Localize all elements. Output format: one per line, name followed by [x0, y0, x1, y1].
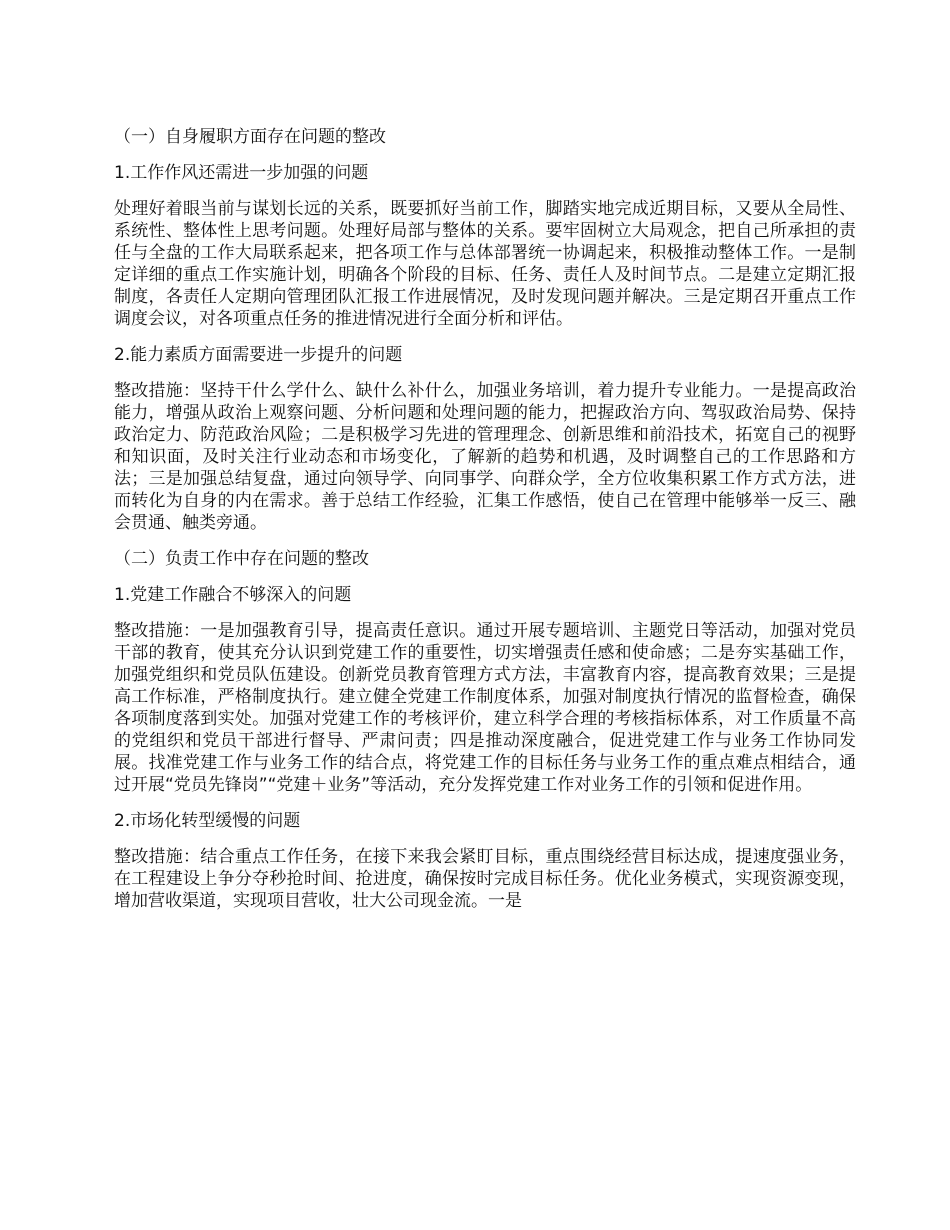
paragraph-work-style: 处理好着眼当前与谋划长远的关系，既要抓好当前工作，脚踏实地完成近期目标，又要从全局性、系统性、整体性上思考问题。处理好局部与整体的关系。要牢固树立大局观念，把自己所承担的责任与全盘的工作大局联系起来，把各项工作与总体部署统一协调起来，积极推动整体工作。一是制定详细的重点工作实施计划，明确各个阶段的目标、任务、责任人及时间节点。二是建立定期汇报制度，各责任人定期向管理团队汇报工作进展情况，及时发现问题并解决。三是定期召开重点工作调度会议，对各项重点任务的推进情况进行全面分析和评估。 [114, 199, 856, 329]
document-page [114, 126, 856, 926]
section-heading-self-duty: （一）自身履职方面存在问题的整改 [114, 127, 386, 147]
paragraph-party-building: 整改措施：一是加强教育引导，提高责任意识。通过开展专题培训、主题党日等活动，加强对党员干部的教育，使其充分认识到党建工作的重要性，切实增强责任感和使命感；二是夯实基础工作，加强党组织和党员队伍建设。创新党员教育管理方式方法，丰富教育内容，提高教育效果；三是提高工作标准，严格制度执行。建立健全党建工作制度体系，加强对制度执行情况的监督检查，确保各项制度落到实处。加强对党建工作的考核评价，建立科学合理的考核指标体系，对工作质量不高的党组织和党员干部进行督导、严肃问责；四是推动深度融合，促进党建工作与业务工作协同发展。找准党建工作与业务工作的结合点，将党建工作的目标任务与业务工作的重点难点相结合，通过开展“党员先锋岗”“党建＋业务”等活动，充分发挥党建工作对业务工作的引领和促进作用。 [114, 621, 856, 795]
item-heading-work-style: 1.工作作风还需进一步加强的问题 [114, 163, 369, 183]
paragraph-market-transition: 整改措施：结合重点工作任务，在接下来我会紧盯目标，重点围绕经营目标达成，提速度强业务，在工程建设上争分夺秒抢时间、抢进度，确保按时完成目标任务。优化业务模式，实现资源变现，增加营收渠道，实现项目营收，壮大公司现金流。一是 [114, 847, 856, 911]
item-heading-party-building: 1.党建工作融合不够深入的问题 [114, 585, 352, 605]
item-heading-ability: 2.能力素质方面需要进一步提升的问题 [114, 345, 403, 365]
section-heading-responsible-work: （二）负责工作中存在问题的整改 [114, 549, 369, 569]
item-heading-market-transition: 2.市场化转型缓慢的问题 [114, 811, 301, 831]
paragraph-ability: 整改措施：坚持干什么学什么、缺什么补什么，加强业务培训，着力提升专业能力。一是提高政治能力，增强从政治上观察问题、分析问题和处理问题的能力，把握政治方向、驾驭政治局势、保持政治定力、防范政治风险；二是积极学习先进的管理理念、创新思维和前沿技术，拓宽自己的视野和知识面，及时关注行业动态和市场变化，了解新的趋势和机遇，及时调整自己的工作思路和方法；三是加强总结复盘，通过向领导学、向同事学、向群众学，全方位收集积累工作方式方法，进而转化为自身的内在需求。善于总结工作经验，汇集工作感悟，使自己在管理中能够举一反三、融会贯通、触类旁通。 [114, 381, 856, 533]
